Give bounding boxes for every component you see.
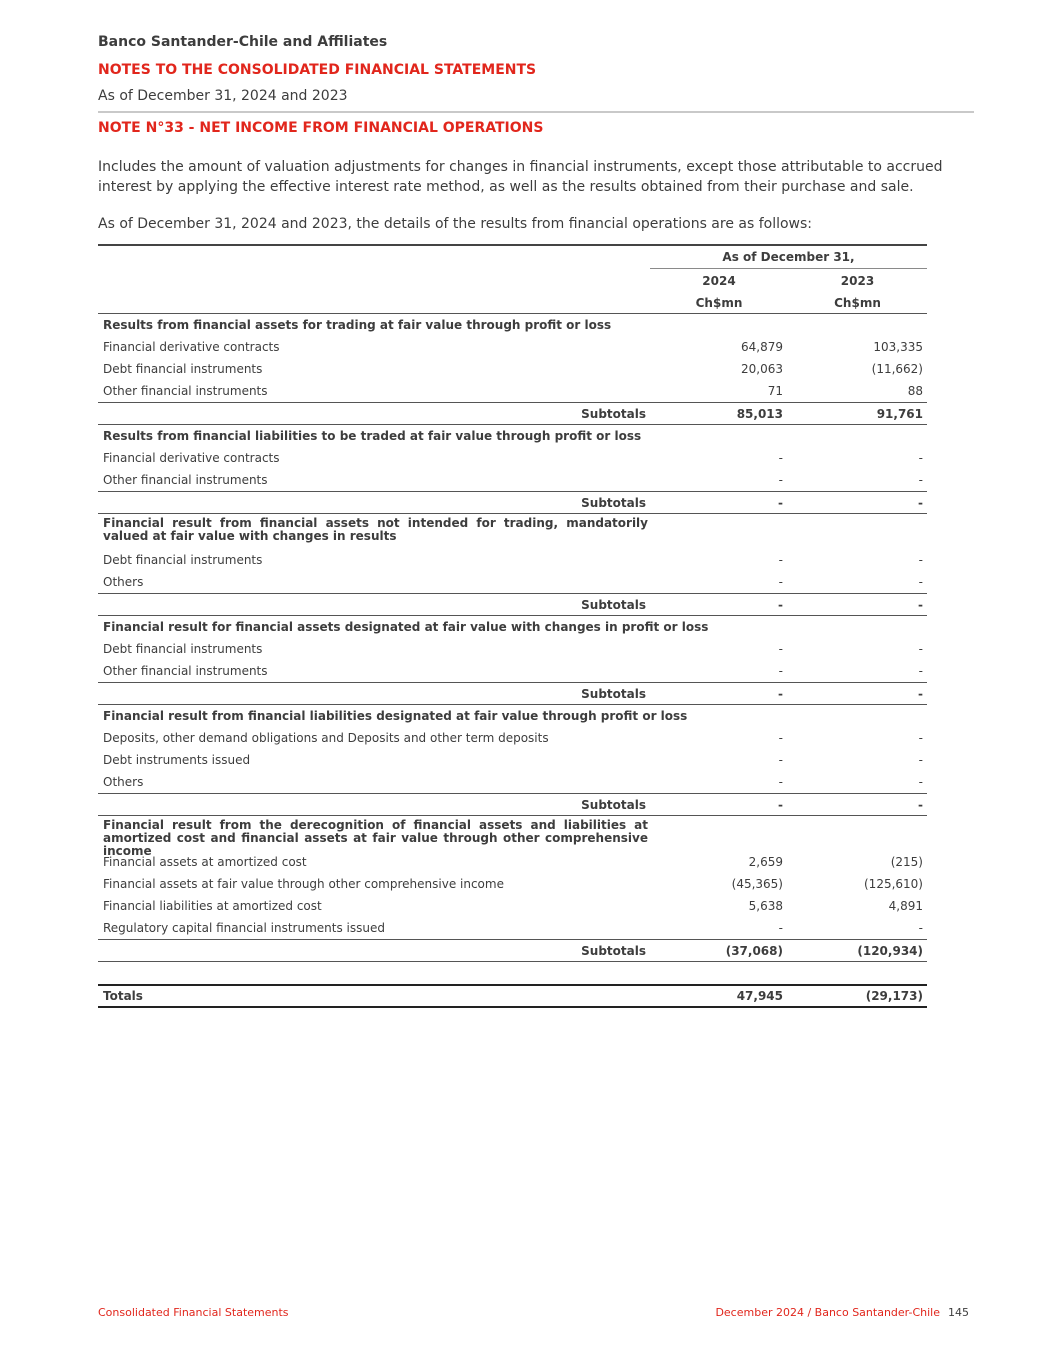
subtotal-2023: - xyxy=(918,496,923,510)
subtotal-2024: - xyxy=(778,598,783,612)
value-2023: (125,610) xyxy=(864,877,923,891)
section-title-label: Financial result for financial assets designated at fair value with changes in profit or loss xyxy=(103,620,709,634)
value-2024: - xyxy=(778,775,783,789)
notes-title: NOTES TO THE CONSOLIDATED FINANCIAL STATEMENTS xyxy=(98,62,537,78)
subtotal-2023: 91,761 xyxy=(876,407,923,421)
value-2023: - xyxy=(918,451,923,465)
value-2023: - xyxy=(918,642,923,656)
financial-operations-table xyxy=(98,244,927,1008)
value-2024: - xyxy=(778,473,783,487)
value-2024: (45,365) xyxy=(731,877,783,891)
value-2023: - xyxy=(918,575,923,589)
table-row xyxy=(98,771,927,793)
section-title xyxy=(98,425,927,447)
row-label: Financial derivative contracts xyxy=(103,451,280,465)
intro-paragraph: Includes the amount of valuation adjustments for changes in financial instruments, except those attributable to accrued interest by applying the effective interest rate method, as well as the results obtained from their purchase and sale. xyxy=(98,159,943,195)
section-title xyxy=(98,314,927,336)
value-2024: - xyxy=(778,731,783,745)
details-paragraph: As of December 31, 2024 and 2023, the details of the results from financial operations are as follows: xyxy=(98,216,813,232)
subtotal-2023: (120,934) xyxy=(857,944,923,958)
subtotal-row xyxy=(98,682,927,705)
as-of-column-header: As of December 31, xyxy=(650,250,927,269)
table-row xyxy=(98,851,927,873)
value-2023: - xyxy=(918,731,923,745)
table-row xyxy=(98,727,927,749)
table-row xyxy=(98,660,927,682)
section-title-label: Financial result from financial assets not intended for trading, mandatorily valued at fair value with changes in results xyxy=(103,516,648,543)
row-label: Regulatory capital financial instruments issued xyxy=(103,921,385,935)
value-2023: (215) xyxy=(890,855,923,869)
table-row xyxy=(98,358,927,380)
footer-right-text: December 2024 / Banco Santander-Chile xyxy=(715,1306,940,1319)
table-row xyxy=(98,895,927,917)
unit-header-row xyxy=(98,291,927,314)
year-2023-header: 2023 xyxy=(840,274,875,288)
section-title xyxy=(98,816,927,858)
section-title-label: Results from financial liabilities to be traded at fair value through profit or loss xyxy=(103,429,642,443)
totals-row xyxy=(98,984,927,1008)
value-2024: - xyxy=(778,921,783,935)
row-label: Financial assets at amortized cost xyxy=(103,855,307,869)
table-row xyxy=(98,549,927,571)
header-divider xyxy=(98,111,974,113)
totals-label: Totals xyxy=(103,989,143,1003)
subtotal-row xyxy=(98,939,927,962)
table-row xyxy=(98,469,927,491)
subtotal-2023: - xyxy=(918,798,923,812)
value-2023: 103,335 xyxy=(873,340,923,354)
value-2023: - xyxy=(918,553,923,567)
table-row xyxy=(98,380,927,402)
table-row xyxy=(98,336,927,358)
row-label: Debt financial instruments xyxy=(103,642,263,656)
subtotal-label: Subtotals xyxy=(581,944,646,958)
subtotal-2023: - xyxy=(918,598,923,612)
value-2024: 5,638 xyxy=(748,899,783,913)
section-title xyxy=(98,514,927,549)
value-2023: - xyxy=(918,753,923,767)
section-title xyxy=(98,616,927,638)
year-header-row xyxy=(98,269,927,291)
subtotal-label: Subtotals xyxy=(581,798,646,812)
table-row xyxy=(98,447,927,469)
row-label: Others xyxy=(103,575,144,589)
page-number: 145 xyxy=(948,1306,969,1319)
value-2024: 20,063 xyxy=(741,362,783,376)
section-title-label: Financial result from financial liabilities designated at fair value through profit or loss xyxy=(103,709,688,723)
value-2024: - xyxy=(778,753,783,767)
totals-2023: (29,173) xyxy=(865,989,923,1003)
unit-2024-header: Ch$mn xyxy=(695,296,743,310)
company-name: Banco Santander-Chile and Affiliates xyxy=(98,34,388,50)
row-label: Debt financial instruments xyxy=(103,553,263,567)
value-2023: - xyxy=(918,921,923,935)
row-label: Deposits, other demand obligations and Deposits and other term deposits xyxy=(103,731,549,745)
subtotal-row xyxy=(98,793,927,816)
subtotal-label: Subtotals xyxy=(581,407,646,421)
section-title-label: Results from financial assets for trading at fair value through profit or loss xyxy=(103,318,612,332)
table-row xyxy=(98,917,927,939)
subtotal-label: Subtotals xyxy=(581,687,646,701)
year-2024-header: 2024 xyxy=(702,274,736,288)
table-row xyxy=(98,638,927,660)
value-2023: - xyxy=(918,664,923,678)
table-header-row xyxy=(98,246,927,269)
value-2024: 2,659 xyxy=(748,855,783,869)
value-2023: 88 xyxy=(907,384,923,398)
totals-2024: 47,945 xyxy=(736,989,783,1003)
subtotal-row xyxy=(98,593,927,616)
subtotal-row xyxy=(98,402,927,425)
row-label: Other financial instruments xyxy=(103,473,268,487)
subtotal-row xyxy=(98,491,927,514)
subtotal-2023: - xyxy=(918,687,923,701)
subtotal-2024: - xyxy=(778,687,783,701)
section-title-label: Financial result from the derecognition of financial assets and liabilities at amortized cost and financial assets at fair value through other comprehensive income xyxy=(103,818,648,858)
value-2024: - xyxy=(778,451,783,465)
section-title xyxy=(98,705,927,727)
row-label: Debt financial instruments xyxy=(103,362,263,376)
subtotal-2024: - xyxy=(778,496,783,510)
unit-2023-header: Ch$mn xyxy=(834,296,881,310)
row-label: Financial assets at fair value through other comprehensive income xyxy=(103,877,504,891)
value-2023: 4,891 xyxy=(888,899,923,913)
as-of-date: As of December 31, 2024 and 2023 xyxy=(98,88,348,104)
subtotal-2024: (37,068) xyxy=(725,944,783,958)
subtotal-label: Subtotals xyxy=(581,496,646,510)
subtotal-label: Subtotals xyxy=(581,598,646,612)
row-label: Other financial instruments xyxy=(103,664,268,678)
value-2023: - xyxy=(918,473,923,487)
row-label: Others xyxy=(103,775,144,789)
subtotal-2024: - xyxy=(778,798,783,812)
row-label: Other financial instruments xyxy=(103,384,268,398)
row-label: Debt instruments issued xyxy=(103,753,251,767)
table-row xyxy=(98,749,927,771)
value-2024: - xyxy=(778,664,783,678)
value-2023: (11,662) xyxy=(871,362,923,376)
value-2023: - xyxy=(918,775,923,789)
table-row xyxy=(98,571,927,593)
row-label: Financial derivative contracts xyxy=(103,340,280,354)
subtotal-2024: 85,013 xyxy=(736,407,783,421)
table-spacer xyxy=(98,962,927,984)
value-2024: - xyxy=(778,553,783,567)
row-label: Financial liabilities at amortized cost xyxy=(103,899,322,913)
table-row xyxy=(98,873,927,895)
value-2024: 64,879 xyxy=(741,340,783,354)
value-2024: 71 xyxy=(767,384,783,398)
footer-left: Consolidated Financial Statements xyxy=(98,1306,289,1319)
footer-right xyxy=(715,1306,969,1319)
value-2024: - xyxy=(778,575,783,589)
value-2024: - xyxy=(778,642,783,656)
note-title: NOTE N°33 - NET INCOME FROM FINANCIAL OPERATIONS xyxy=(98,120,544,136)
